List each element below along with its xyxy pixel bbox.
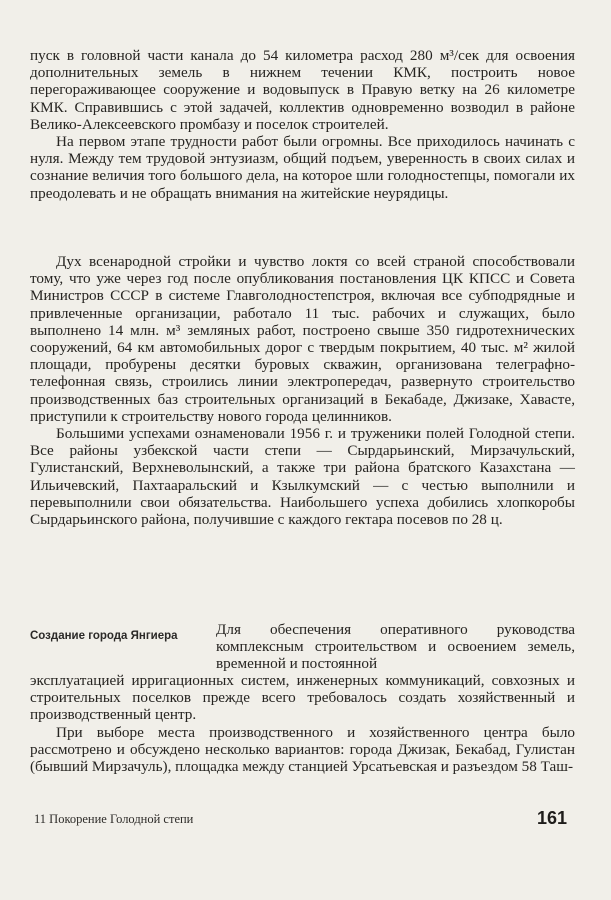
paragraph-6: При выборе места производственного и хозяйственного центра было рассмотрено и обсуждено несколько вариантов: города Джизак, Бекабад, Гулистан (бывший Мирзачуль), площадка между станцией Урсатьевская и разъездом 58 Таш- (30, 723, 575, 776)
text-block-top (30, 47, 575, 202)
section-sidehead: Создание города Янгиера (30, 630, 178, 642)
paragraph-5-continuation: эксплуатацией ирригационных систем, инженерных коммуникаций, совхозных и строительных поселков прежде всего требовалось создать хозяйственный и производственный центр. (30, 672, 575, 724)
paragraph-5-wrapped: Для обеспечения оперативного руководства комплексным строительством и освоением земель, временной и постоянной (216, 621, 575, 673)
paragraph-1: пуск в головной части канала до 54 километра расход 280 м³/сек для освоения дополнительных земель в нижнем течении КМК, построить новое перегораживающее сооружение и водовыпуск в Правую ветку на 26 километре КМК. Справившись с этой задачей, коллектив одновременно возводил в районе Велико-Алексеевского промбазу и поселок строителей. (30, 47, 575, 133)
text-block-middle (30, 253, 575, 528)
page-number: 161 (536, 808, 567, 828)
paragraph-4: Большими успехами ознаменовали 1956 г. и труженики полей Голодной степи. Все районы узбекской части степи — Сырдарьинский, Мирзачульский, Гулистанский, Верхневолынский, а также три района братского Казахстана — Ильичевский, Пахтааральский и Кзылкумский — с честью выполнили и перевыполнили свои обязательства. Наибольшего успеха добились хлопкоробы Сырдарьинского района, получившие с каждого гектара посевов по 28 ц. (30, 425, 575, 529)
running-footer: 11 Покорение Голодной степи (34, 812, 194, 826)
text-block-bottom (30, 672, 575, 775)
paragraph-3: Дух всенародной стройки и чувство локтя со всей страной способствовали тому, что уже через год после опубликования постановления ЦК КПСС и Совета Министров СССР в системе Главголодностепстроя, включая все субподрядные и привлеченные организации, работало 11 тыс. рабочих и служащих, было выполнено 14 млн. м³ земляных работ, построено свыше 350 гидротехнических сооружений, 64 км автомобильных дорог с твердым покрытием, 40 тыс. м² жилой площади, пробурены десятки буровых скважин, организована телеграфно-телефонная связь, строились линии электропередач, развернуто строительство производственных баз строительных организаций в Бекабаде, Джизаке, Хавасте, приступили к строительству нового города целинников. (30, 253, 575, 425)
paragraph-2: На первом этапе трудности работ были огромны. Все приходилось начинать с нуля. Между тем трудовой энтузиазм, общий подъем, уверенность в своих силах и сознание величия того большого дела, на которое шли голодностепцы, помогали их преодолевать и не обращать внимания на житейские неурядицы. (30, 133, 575, 202)
